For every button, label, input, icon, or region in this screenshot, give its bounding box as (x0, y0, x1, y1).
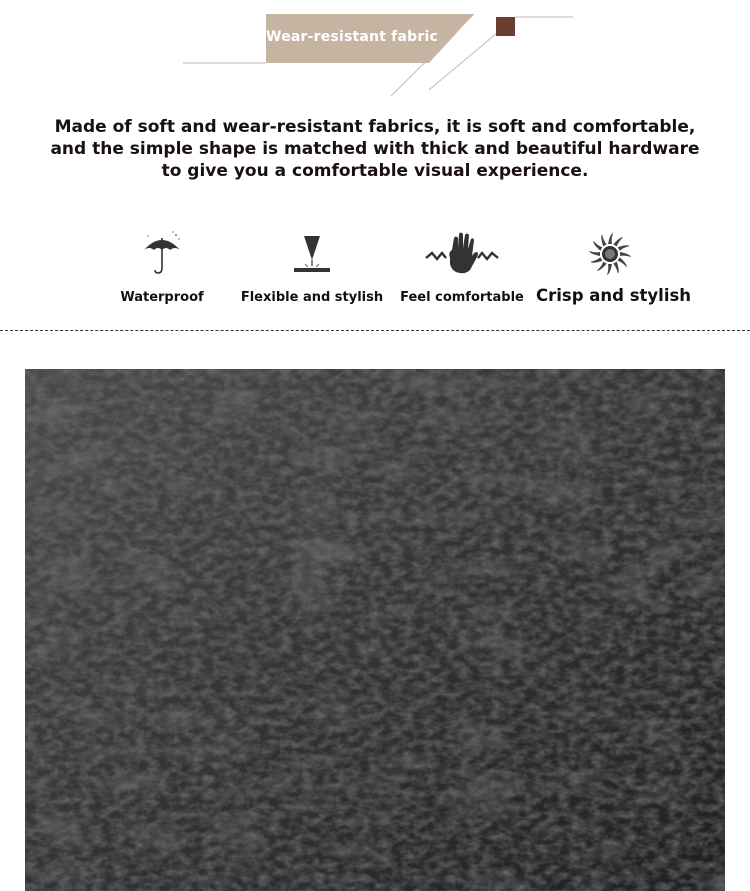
feature-label: Feel comfortable (400, 290, 524, 305)
section-title: Wear-resistant fabric (266, 29, 438, 45)
feature-list (0, 228, 750, 318)
description-line: Made of soft and wear-resistant fabrics, it is soft and comfortable, (54, 117, 696, 137)
feature-label: Waterproof (120, 290, 204, 305)
product-description (40, 116, 710, 182)
description-line: to give you a comfortable visual experience. (161, 161, 589, 181)
feature-comfortable (398, 228, 526, 305)
accent-square (496, 17, 515, 36)
dashed-divider (0, 330, 750, 331)
feature-flexible (238, 228, 386, 305)
hand-icon (424, 228, 500, 280)
sun-icon (586, 228, 634, 280)
pressure-icon (290, 228, 334, 280)
leather-texture-image (25, 369, 725, 891)
description-line: and the simple shape is matched with thick and beautiful hardware (50, 139, 700, 159)
umbrella-icon (140, 228, 184, 280)
feature-label: Crisp and stylish (536, 286, 692, 305)
feature-label: Flexible and stylish (240, 290, 384, 305)
feature-waterproof (116, 228, 208, 305)
feature-crisp (536, 228, 692, 305)
